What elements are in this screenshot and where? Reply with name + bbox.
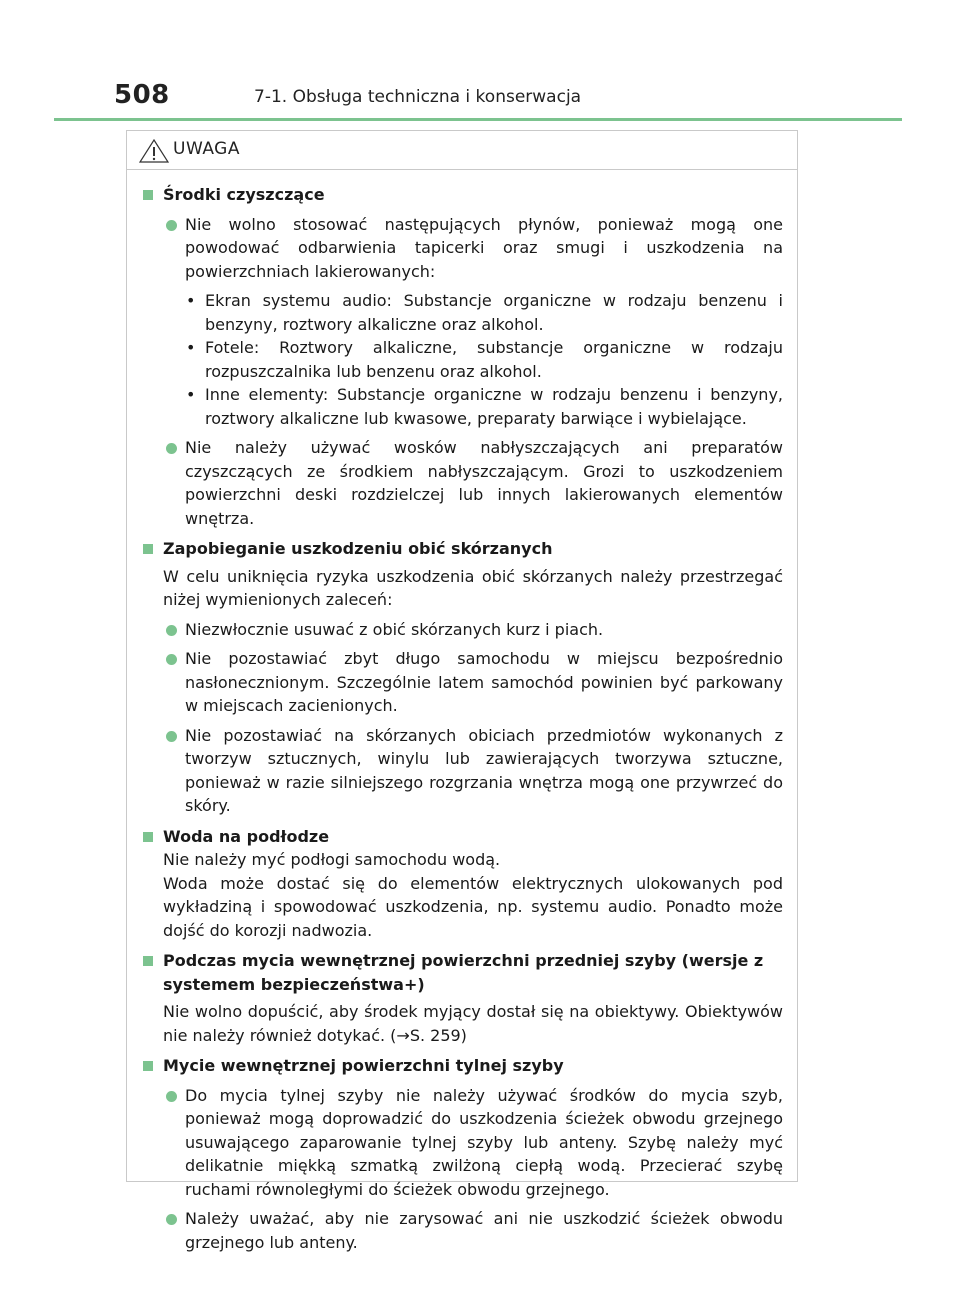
dot-bullet: • — [186, 291, 196, 310]
section-heading — [139, 825, 783, 849]
sub-item-text: Fotele: Roztwory alkaliczne, substancje organiczne w rodzaju rozpuszczalnika lub benzenu oraz alkohol. — [205, 338, 783, 381]
list-item-text: Nie należy używać wosków nabłyszczających ani preparatów czyszczących ze środkiem nabłyszczającym. Grozi to uszkodzeniem powierzchni deski rozdzielczej lub innych lakierowanych elementów wnętrza. — [185, 438, 783, 528]
square-bullet-icon — [143, 190, 153, 200]
sub-list-item — [139, 336, 783, 383]
sub-item-text: Inne elementy: Substancje organiczne w rodzaju benzenu i benzyny, roztwory alkaliczne lub kwasowe, preparaty barwiące i wybielające. — [205, 385, 783, 428]
list-item — [139, 436, 783, 530]
section-heading-text: Podczas mycia wewnętrznej powierzchni przedniej szyby (wersje z systemem bezpieczeństwa+) — [163, 951, 764, 994]
list-item-text: Nie pozostawiać na skórzanych obiciach przedmiotów wykonanych z tworzyw sztucznych, winylu lub zawierających tworzywa sztuczne, ponieważ w razie silniejszego rozgrzania wnętrza mogą one przywrzeć do skóry. — [185, 725, 783, 815]
page-header — [54, 80, 902, 121]
circle-bullet-icon — [166, 625, 177, 636]
warning-content — [127, 170, 797, 1254]
square-bullet-icon — [143, 544, 153, 554]
circle-bullet-icon — [166, 220, 177, 231]
paragraph: Woda może dostać się do elementów elektrycznych ulokowanych pod wykładziną i spowodować uszkodzenia, np. systemu audio. Ponadto może dojść do korozji nadwozia. — [163, 873, 783, 940]
sub-list-item — [139, 289, 783, 336]
warning-header — [127, 131, 797, 170]
warning-box — [126, 130, 798, 1252]
section-heading-text: Mycie wewnętrznej powierzchni tylnej szyby — [163, 1056, 564, 1075]
list-item — [139, 724, 783, 818]
sub-item-text: Ekran systemu audio: Substancje organiczne w rodzaju benzenu i benzyny, roztwory alkaliczne oraz alkohol. — [205, 291, 783, 334]
page-number: 508 — [114, 80, 170, 110]
section-heading — [139, 183, 783, 207]
section-heading-text: Woda na podłodze — [163, 826, 330, 846]
list-item-text: Niezwłocznie usuwać z obić skórzanych kurz i piach. — [185, 619, 604, 639]
square-bullet-icon — [143, 832, 153, 842]
section-heading — [139, 1054, 783, 1078]
paragraph: W celu uniknięcia ryzyka uszkodzenia obić skórzanych należy przestrzegać niżej wymienionych zaleceń: — [163, 566, 783, 609]
list-item-text: Nie pozostawiać zbyt długo samochodu w miejscu bezpośrednio nasłonecznionym. Szczególnie latem samochód powinien być parkowany w miejscach zacienionych. — [185, 649, 783, 715]
square-bullet-icon — [143, 956, 153, 966]
square-bullet-icon — [143, 1061, 153, 1071]
section-leather-care — [139, 537, 783, 818]
dot-bullet: • — [186, 338, 196, 357]
sub-list-item — [139, 383, 783, 430]
circle-bullet-icon — [166, 654, 177, 665]
section-heading — [139, 949, 783, 996]
circle-bullet-icon — [166, 1214, 177, 1225]
paragraph: Nie należy myć podłogi samochodu wodą. — [163, 850, 501, 869]
warning-label: UWAGA — [173, 139, 240, 159]
list-item — [139, 618, 783, 642]
warning-triangle-icon — [139, 139, 169, 163]
section-cleaning-agents — [139, 183, 783, 530]
list-item — [139, 1084, 783, 1202]
paragraph: Nie wolno dopuścić, aby środek myjący dostał się na obiektywy. Obiektywów nie należy również dotykać. (→S. 259) — [163, 1002, 783, 1045]
section-windshield — [139, 949, 783, 1047]
dot-bullet: • — [186, 385, 196, 404]
list-item — [139, 1207, 783, 1254]
list-item-text: Nie wolno stosować następujących płynów, ponieważ mogą one powodować odbarwienia tapicerki oraz smugi i uszkodzenia na powierzchniach lakierowanych: — [185, 214, 783, 281]
section-heading-text: Zapobieganie uszkodzeniu obić skórzanych — [163, 539, 553, 558]
section-rear-window — [139, 1054, 783, 1254]
circle-bullet-icon — [166, 731, 177, 742]
list-item-text: Należy uważać, aby nie zarysować ani nie uszkodzić ścieżek obwodu grzejnego lub anteny. — [185, 1209, 783, 1252]
section-heading — [139, 537, 783, 561]
section-heading-text: Środki czyszczące — [163, 185, 325, 204]
circle-bullet-icon — [166, 443, 177, 454]
section-floor-water — [139, 825, 783, 943]
section-title: 7-1. Obsługa techniczna i konserwacja — [254, 87, 582, 107]
sub-list — [139, 289, 783, 430]
list-item — [139, 213, 783, 284]
list-item — [139, 647, 783, 718]
list-item-text: Do mycia tylnej szyby nie należy używać środków do mycia szyb, ponieważ mogą doprowadzić do uszkodzenia ścieżek obwodu grzejnego usuwającego zaparowanie tylnej szyby lub anteny. Szybę należy myć delikatnie miękką szmatką zwilżoną ciepłą wodą. Przecierać szybę ruchami równoległymi do ścieżek obwodu grzejnego. — [185, 1085, 783, 1199]
circle-bullet-icon — [166, 1091, 177, 1102]
